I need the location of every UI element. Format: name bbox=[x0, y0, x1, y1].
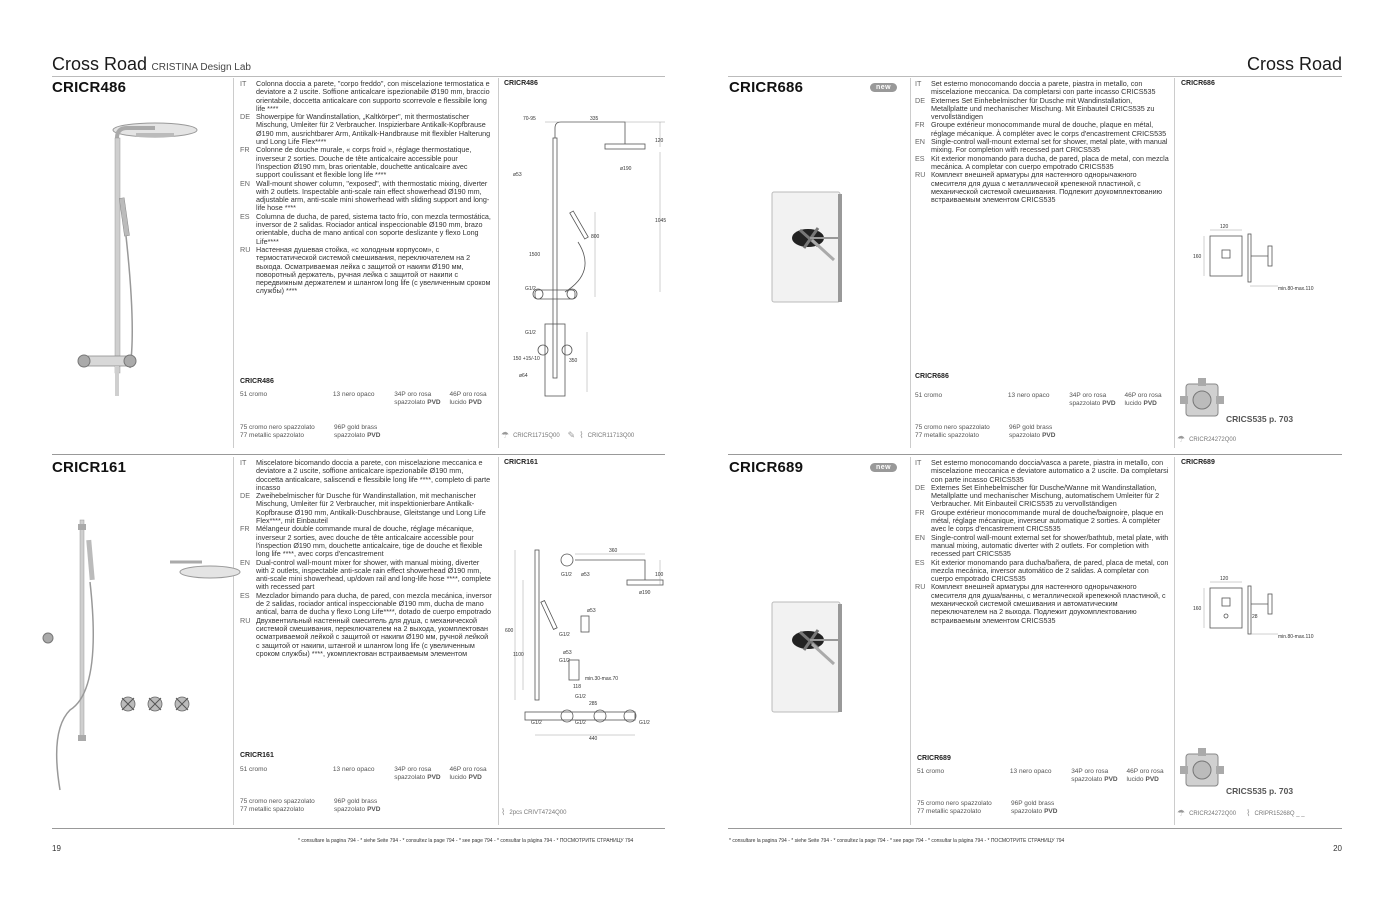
dim-label: 285 bbox=[589, 701, 598, 707]
language-code: DE bbox=[240, 112, 250, 122]
finish-line: 75 cromo nero spazzolato bbox=[917, 800, 992, 807]
right-header-rule bbox=[728, 76, 1342, 77]
finish-name: cromo bbox=[249, 391, 268, 398]
finish-line: 75 cromo nero spazzolato bbox=[915, 424, 990, 431]
finishes-row bbox=[917, 768, 1172, 783]
finish-option[interactable] bbox=[450, 766, 495, 781]
description-text: Комплект внешней арматуры для настенного однорычажного смесителя для душа с металлической крепежной пластиной, с механической системой смешивания. Подлежит доукомплектованию встраиваемым элементом CRICS535 bbox=[931, 170, 1163, 205]
finish-option[interactable] bbox=[450, 391, 495, 406]
col-sep bbox=[233, 457, 234, 825]
finishes-row bbox=[240, 766, 495, 781]
dim-label: G1/2 bbox=[575, 720, 586, 726]
description-row bbox=[915, 459, 1170, 484]
description-text: Настенная душевая стойка, «с холодным корпусом», с термостатической системой смешивания, переключателем на 2 выхода. Осматриваемая лейка с защитой от накипи Ø190 мм, поворотный держатель, ручная лейка с защитой от накипи с передвижным держателем и шлангом long life (с увеличенным сроком службы) **** bbox=[256, 244, 491, 296]
mixer-plate-image bbox=[770, 600, 850, 715]
description-text: Externes Set Einhebelmischer für Dusche mit Wandinstallation, Metallplatte und mechanischer Mischung. Mit Einbauteil CRICS535 zu vervollständigen bbox=[931, 95, 1155, 122]
finish-line: spazzolato bbox=[1009, 431, 1041, 439]
finish-code-num: 13 bbox=[1009, 768, 1018, 775]
dim-label: ø190 bbox=[620, 166, 632, 172]
left-header-subtitle: CRISTINA Design Lab bbox=[151, 62, 251, 73]
language-code: RU bbox=[240, 244, 251, 254]
language-code: IT bbox=[915, 79, 922, 88]
dim-label: ø64 bbox=[519, 373, 528, 379]
finish-name: oro rosa lucido bbox=[449, 391, 487, 406]
dim-label: 120 bbox=[1220, 576, 1229, 582]
description-text: Groupe extérieur monocommande mural de douche/baignoire, plaque en métal, réglage mécanique, inverseur automatique 2 sorties. À compléter avec le corps d'encastrement CRICS535 bbox=[931, 507, 1164, 534]
finish-line: 96P gold brass bbox=[334, 424, 378, 431]
finish-line: 75 cromo nero spazzolato bbox=[240, 798, 315, 805]
finish-code: CRICR486 bbox=[240, 378, 274, 385]
finish-option[interactable] bbox=[333, 391, 394, 406]
pvd-label: PVD bbox=[468, 398, 482, 406]
finish-code: CRICR686 bbox=[915, 373, 949, 380]
finish-name: oro rosa spazzolato bbox=[1071, 768, 1109, 783]
description-row bbox=[240, 113, 492, 146]
description-row bbox=[240, 617, 492, 658]
col-sep bbox=[1174, 78, 1175, 448]
finish-code-num: 13 bbox=[332, 766, 341, 773]
description-text: Mezclador bimando para ducha, de pared, con mezcla mecánica, inversor de 2 salidas, rociador antical inspeccionable Ø190 mm, ducha de mano antical, barra de ducha y flexo Long Life****, dotado de cuerpo empotrado bbox=[256, 590, 492, 617]
description-row bbox=[240, 459, 492, 492]
finish-option[interactable] bbox=[240, 424, 334, 439]
description-text: Groupe extérieur monocommande mural de douche, plaque en métal, réglage mécanique. À compléter avec le corps d'encastrement CRICS535 bbox=[931, 120, 1167, 138]
finish-code-num: 46P bbox=[1124, 392, 1136, 399]
finish-name: oro rosa spazzolato bbox=[394, 766, 432, 781]
finish-code-num: 51 bbox=[240, 391, 248, 398]
language-code: FR bbox=[915, 507, 925, 517]
description-row bbox=[915, 80, 1170, 97]
product-code: CRICR161 bbox=[52, 459, 127, 476]
language-code: EN bbox=[240, 178, 250, 188]
dim-label: 800 bbox=[591, 234, 600, 240]
col-sep bbox=[498, 457, 499, 825]
language-code: ES bbox=[915, 153, 925, 163]
language-code: DE bbox=[915, 482, 925, 492]
description-row bbox=[915, 559, 1170, 584]
description-text: Single-control wall-mount external set for shower/bathtub, metal plate, with manual mixing, automatic diverter with 2 outlets. For completion with recessed part CRICS535 bbox=[931, 532, 1169, 559]
dim-label: ø53 bbox=[563, 650, 572, 656]
accessories bbox=[501, 807, 566, 818]
description-text: Colonna doccia a parete, "corpo freddo", con miscelazione termostatica e deviatore a 2 uscite. Soffione anticalcare ispezionabile Ø190 mm, braccio orientabile, doccetta anticalcare con supporto scorrevole e flessibile long life **** bbox=[256, 79, 490, 113]
left-header bbox=[52, 54, 251, 75]
language-code: EN bbox=[915, 532, 925, 542]
product-description bbox=[240, 80, 492, 296]
finishes-row bbox=[915, 424, 1170, 439]
description-text: Комплект внешней арматуры для настенного однорычажного смесителя для душа/ванны, с металлической крепежной пластиной, с механической системой смешивания и автоматическим переключателем на 2 выхода. Подлежит доукомплектованию встраиваемым элементом CRICS535 bbox=[931, 582, 1166, 625]
description-text: Mélangeur double commande mural de douche, réglage mécanique, inverseur 2 sorties, avec douche de tête anticalcaire accessible pour l'inspection Ø190 mm, douchette anticalcaire, tige de douche et flexible long life ****, avec corps d'encastrement bbox=[256, 524, 483, 559]
description-row bbox=[915, 121, 1170, 138]
description-row bbox=[240, 213, 492, 246]
description-text: Dual-control wall-mount mixer for shower, with manual mixing, diverter with 2 outlets, inspectable anti-scale rain effect showerhead Ø190 mm, anti-scale mini showerhead, up/down rail and long-life hose ****, complete with recessed part bbox=[256, 557, 491, 592]
pvd-label: PVD bbox=[427, 398, 441, 406]
shower-icon: ☂ bbox=[1177, 808, 1186, 818]
language-code: RU bbox=[915, 582, 926, 592]
finish-code-num: 46P bbox=[449, 391, 461, 398]
finish-option[interactable] bbox=[394, 391, 449, 406]
language-code: IT bbox=[240, 79, 247, 88]
shower-column-image bbox=[70, 108, 220, 418]
finish-option[interactable] bbox=[1008, 392, 1069, 407]
dim-label: 160 bbox=[1193, 254, 1202, 260]
pvd-label: PVD bbox=[427, 773, 441, 781]
pvd-label: PVD bbox=[1042, 431, 1056, 439]
finish-name: nero opaco bbox=[1018, 768, 1052, 775]
shower-set-image bbox=[30, 490, 225, 810]
description-row bbox=[240, 592, 492, 617]
dim-label: G1/2 bbox=[525, 286, 536, 292]
finish-option[interactable] bbox=[240, 798, 334, 813]
accessory-code: CRICR24272Q00 bbox=[1189, 810, 1237, 817]
finish-line: 96P gold brass bbox=[1011, 800, 1055, 807]
diagram-code: CRICR689 bbox=[1181, 459, 1215, 466]
accessories bbox=[1177, 808, 1305, 819]
recessed-part-ref[interactable]: CRICS535 p. 703 bbox=[1226, 786, 1294, 796]
language-code: RU bbox=[240, 615, 251, 625]
technical-drawing-686 bbox=[1190, 220, 1330, 300]
finish-line: 75 cromo nero spazzolato bbox=[240, 424, 315, 431]
finish-code-num: 46P bbox=[449, 766, 461, 773]
finish-line: 77 metallic spazzolato bbox=[915, 431, 979, 439]
mixer-plate-image bbox=[770, 190, 850, 305]
shower-icon: ☂ bbox=[1177, 434, 1186, 444]
finish-code: CRICR689 bbox=[917, 755, 951, 762]
finish-code-num: 51 bbox=[915, 392, 923, 399]
diagram-code: CRICR161 bbox=[504, 459, 538, 466]
finish-option[interactable] bbox=[1009, 424, 1129, 439]
pvd-label: PVD bbox=[1145, 775, 1159, 783]
description-row bbox=[240, 80, 492, 113]
finish-name: oro rosa lucido bbox=[1124, 392, 1162, 407]
shower-icon: ☂ bbox=[501, 430, 510, 440]
diagram-code: CRICR486 bbox=[504, 80, 538, 87]
description-row bbox=[240, 525, 492, 558]
description-text: Miscelatore bicomando doccia a parete, con miscelazione meccanica e deviatore a 2 uscite, soffione anticalcare ispezionabile Ø190 mm, doccetta anticalcare, saliscendi e flessibile long life ****, completo di parte incasso bbox=[256, 458, 491, 492]
finish-option[interactable] bbox=[333, 766, 394, 781]
description-text: Kit exterior monomando para ducha/bañera, de pared, placa de metal, con mezcla mecánica, inversor automático de 2 salidas. A completar con cuerpo empotrado CRICS535 bbox=[931, 557, 1169, 584]
finish-code-num: 34P bbox=[1071, 768, 1083, 775]
product-description bbox=[240, 459, 492, 658]
left-header-title: Cross Road bbox=[52, 54, 148, 74]
footnote-left: * consultare la pagina 794 - * siehe Seite 794 - * consultez la page 794 - * see page 794 - * consultar la página 794 - * ПОСМОТРИТЕ СТРАНИЦУ 794 bbox=[298, 838, 634, 844]
language-code: DE bbox=[915, 95, 925, 105]
finish-option[interactable] bbox=[240, 766, 333, 781]
finish-option[interactable] bbox=[915, 424, 1009, 439]
accessory-code: CRIPR15268Q _ _ bbox=[1254, 810, 1305, 817]
language-code: ES bbox=[240, 211, 250, 221]
description-row bbox=[240, 492, 492, 525]
finish-name: cromo bbox=[924, 392, 943, 399]
dim-label: 150 +15/-10 bbox=[513, 356, 540, 362]
dim-label: 1045 bbox=[655, 218, 667, 224]
diagram-code: CRICR686 bbox=[1181, 80, 1215, 87]
dim-label: 120 bbox=[1220, 224, 1229, 230]
technical-drawing-161 bbox=[505, 540, 665, 740]
finish-option[interactable] bbox=[394, 766, 449, 781]
footer-rule bbox=[728, 828, 1342, 829]
nozzle-icon: ⌇ bbox=[579, 430, 584, 440]
col-sep bbox=[233, 78, 234, 448]
finish-option[interactable] bbox=[334, 798, 454, 813]
description-row bbox=[240, 180, 492, 213]
accessory-code: CRICR24272Q00 bbox=[1189, 436, 1237, 443]
finish-option[interactable] bbox=[1010, 768, 1071, 783]
finish-option[interactable] bbox=[917, 800, 1011, 815]
dim-label: G1/2 bbox=[531, 720, 542, 726]
finish-line: spazzolato bbox=[334, 431, 366, 439]
pvd-label: PVD bbox=[1143, 399, 1157, 407]
description-text: Set esterno monocomando doccia a parete, piastra in metallo, con miscelazione meccanica. Da completarsi con parte incasso CRICS535 bbox=[931, 79, 1156, 97]
finish-code-num: 46P bbox=[1126, 768, 1138, 775]
finish-line: 77 metallic spazzolato bbox=[240, 431, 304, 439]
description-text: Single-control wall-mount external set for shower, metal plate, with manual mixing. For completion with recessed part CRICS535 bbox=[931, 137, 1168, 155]
product-code: CRICR486 bbox=[52, 79, 127, 96]
dim-label: 335 bbox=[590, 116, 599, 122]
finish-code: CRICR161 bbox=[240, 752, 274, 759]
dim-label: ø53 bbox=[587, 608, 596, 614]
dim-label: ø53 bbox=[581, 572, 590, 578]
finish-option[interactable] bbox=[334, 424, 454, 439]
dim-label: G1/2 bbox=[575, 694, 586, 700]
section-divider bbox=[728, 454, 1342, 455]
finish-name: nero opaco bbox=[341, 391, 375, 398]
col-sep bbox=[1174, 457, 1175, 825]
dim-label: G1/2 bbox=[561, 572, 572, 578]
nozzle-icon: ⌇ bbox=[1246, 808, 1251, 818]
description-row bbox=[240, 559, 492, 592]
language-code: FR bbox=[915, 120, 925, 130]
description-text: Wall-mount shower column, "exposed", with thermostatic mixing, diverter with 2 outlets. Inspectable anti-scale rain effect showerhead Ø190 mm, adjustable arm, anti-scale mini showerhead with sliding support and long-life hose **** bbox=[256, 178, 490, 213]
product-description bbox=[915, 80, 1170, 204]
dim-label: 360 bbox=[609, 548, 618, 554]
col-sep bbox=[910, 457, 911, 825]
finish-name: oro rosa lucido bbox=[449, 766, 487, 781]
nozzle-icon: ⌇ bbox=[501, 807, 506, 817]
dim-label: G1/2 bbox=[559, 632, 570, 638]
finish-option[interactable] bbox=[1071, 768, 1126, 783]
description-row bbox=[915, 171, 1170, 204]
description-row bbox=[915, 509, 1170, 534]
footnote-right: * consultare la pagina 794 - * siehe Seite 794 - * consultez la page 794 - * see page 794 - * consultar la página 794 - * ПОСМОТРИТЕ СТРАНИЦУ 794 bbox=[729, 838, 1065, 844]
pvd-label: PVD bbox=[1104, 775, 1118, 783]
description-text: Externes Set Einhebelmischer für Dusche/Wanne mit Wandinstallation, Metallplatte und mechanischer Mischung, automatischem Umleiter für 2 Verbraucher. Mit Einbauteil CRICS535 zu vervollständigen bbox=[931, 482, 1160, 509]
finish-code-num: 34P bbox=[1069, 392, 1081, 399]
language-code: IT bbox=[915, 458, 922, 467]
description-text: Zweihebelmischer für Dusche für Wandinstallation, mit mechanischer Mischung, Umleiter für 2 Verbraucher, mit inspektionierbare Antikalk-Kopfbrause Ø190 mm, Antikalk-Duschbrause, Gleitstange und Long Life Flex****, mit Einbauteil bbox=[256, 491, 486, 526]
recessed-part-image bbox=[1180, 748, 1224, 792]
language-code: EN bbox=[915, 137, 925, 147]
finish-code-num: 13 bbox=[332, 391, 341, 398]
language-code: FR bbox=[240, 145, 250, 155]
accessory-code: CRICR11715Q00 bbox=[513, 432, 560, 439]
finish-name: nero opaco bbox=[341, 766, 375, 773]
dim-label: 350 bbox=[569, 358, 578, 364]
technical-drawing-486 bbox=[505, 92, 665, 422]
language-code: DE bbox=[240, 491, 250, 501]
accessory-code: CRICR11713Q00 bbox=[587, 432, 635, 439]
accessories bbox=[501, 430, 634, 441]
finish-option[interactable] bbox=[1127, 768, 1172, 783]
accessories bbox=[1177, 434, 1236, 445]
finish-line: spazzolato bbox=[334, 805, 366, 813]
dim-label: 1100 bbox=[513, 652, 524, 658]
pvd-label: PVD bbox=[367, 805, 381, 813]
finish-name: nero opaco bbox=[1016, 392, 1050, 399]
pvd-label: PVD bbox=[367, 431, 381, 439]
description-row bbox=[915, 155, 1170, 172]
page-number-left: 19 bbox=[52, 844, 61, 853]
dim-label: 160 bbox=[1193, 606, 1202, 612]
dim-label: min.30-max.70 bbox=[585, 676, 619, 682]
finish-name: oro rosa spazzolato bbox=[1069, 392, 1107, 407]
finish-option[interactable] bbox=[1069, 392, 1124, 407]
description-text: Двухвентильный настенный смеситель для душа, с механической системой смешивания, переключателем на 2 выхода, укомплектован осматриваемой лейкой с защитой от накипи Ø190 мм, ручной лейкой с защитой от накипи, штангой и шлангом long life (с увеличенным сроком службы) ****, укомплектован встраиваемым элементом bbox=[256, 615, 489, 658]
product-code: CRICR689 bbox=[729, 459, 804, 476]
language-code: ES bbox=[240, 590, 250, 600]
finish-option[interactable] bbox=[915, 392, 1008, 407]
dim-label: 70-95 bbox=[523, 116, 536, 122]
new-badge: new bbox=[870, 463, 897, 472]
finishes-row bbox=[915, 392, 1170, 407]
description-row bbox=[915, 138, 1170, 155]
finish-line: 77 metallic spazzolato bbox=[240, 805, 304, 813]
section-divider bbox=[52, 454, 665, 455]
recessed-part-ref[interactable]: CRICS535 p. 703 bbox=[1226, 414, 1294, 424]
description-row bbox=[240, 146, 492, 179]
finish-line: 77 metallic spazzolato bbox=[917, 807, 981, 815]
description-row bbox=[915, 583, 1170, 624]
finish-code-num: 34P bbox=[394, 391, 406, 398]
description-text: Kit exterior monomando para ducha, de pared, placa de metal, con mezcla mecánica. A completar con cuerpo empotrado CRICS535 bbox=[931, 153, 1169, 171]
description-row bbox=[240, 246, 492, 296]
accessory-code: 2pcs CRIVT4724Q00 bbox=[509, 809, 567, 816]
language-code: RU bbox=[915, 170, 926, 180]
description-text: Set esterno monocomando doccia/vasca a parete, piastra in metallo, con miscelazione meccanica e deviatore automatico a 2 uscite. Da completarsi con parte incasso CRICS535 bbox=[931, 458, 1169, 484]
dim-label: G1/2 bbox=[639, 720, 650, 726]
finish-code-num: 51 bbox=[917, 768, 925, 775]
hand-shower-icon: ✎ bbox=[567, 430, 576, 440]
finish-line: 96P gold brass bbox=[1009, 424, 1053, 431]
dim-label: 118 bbox=[573, 684, 581, 690]
finish-name: oro rosa lucido bbox=[1126, 768, 1164, 783]
right-header-title: Cross Road bbox=[1246, 54, 1342, 74]
technical-drawing-689 bbox=[1190, 572, 1330, 652]
description-row bbox=[915, 484, 1170, 509]
description-row bbox=[915, 534, 1170, 559]
page-number-right: 20 bbox=[1333, 844, 1342, 853]
description-text: Columna de ducha, de pared, sistema tacto frío, con mezcla termostática, inversor de 2 salidas. Rociador antical inspeccionable Ø190 mm, brazo orientable, ducha de mano antical con soporte deslizante y flexo Long Life**** bbox=[256, 211, 491, 246]
pvd-label: PVD bbox=[1044, 807, 1058, 815]
finish-code-num: 51 bbox=[240, 766, 248, 773]
finishes-row bbox=[917, 800, 1172, 815]
col-sep bbox=[498, 78, 499, 448]
dim-label: G1/2 bbox=[525, 330, 536, 336]
finish-option[interactable] bbox=[1125, 392, 1170, 407]
finish-name: cromo bbox=[249, 766, 268, 773]
finish-option[interactable] bbox=[1011, 800, 1131, 815]
col-sep bbox=[910, 78, 911, 448]
dim-label: 28 bbox=[1252, 614, 1258, 620]
finish-name: cromo bbox=[926, 768, 945, 775]
finishes-row bbox=[240, 798, 495, 813]
pvd-label: PVD bbox=[1102, 399, 1116, 407]
finish-line: spazzolato bbox=[1011, 807, 1043, 815]
description-text: Colonne de douche murale, « corps froid », réglage thermostatique, inverseur 2 sorties. Douche de tête anticalcaire accessible pour l'inspection Ø190 mm, bras orientable, douchette anticalcaire avec support coulissant et flexible long life **** bbox=[256, 145, 472, 180]
product-description bbox=[915, 459, 1170, 625]
description-row bbox=[915, 97, 1170, 122]
finish-option[interactable] bbox=[917, 768, 1010, 783]
dim-label: 1500 bbox=[529, 252, 541, 258]
new-badge: new bbox=[870, 83, 897, 92]
finish-code-num: 13 bbox=[1007, 392, 1016, 399]
description-text: Showerpipe für Wandinstallation, „Kaltkörper", mit thermostatischer Mischung, Umleiter für 2 Verbraucher. Inspizierbare Antikalk-Kopfbrause Ø190 mm, ausrichtbarer Arm, Antikalk-Handbrause mit flexibler Halterung und Long Life Flex**** bbox=[256, 112, 491, 147]
language-code: EN bbox=[240, 557, 250, 567]
dim-label: ø53 bbox=[513, 172, 522, 178]
language-code: IT bbox=[240, 458, 247, 467]
dim-label: ø190 bbox=[639, 590, 651, 596]
product-code: CRICR686 bbox=[729, 79, 804, 96]
finish-code-num: 34P bbox=[394, 766, 406, 773]
language-code: ES bbox=[915, 557, 925, 567]
finishes-row bbox=[240, 424, 495, 439]
finish-name: oro rosa spazzolato bbox=[394, 391, 432, 406]
dim-label: 440 bbox=[589, 736, 598, 742]
left-header-rule bbox=[52, 76, 665, 77]
finish-option[interactable] bbox=[240, 391, 333, 406]
dim-label: G1/2 bbox=[559, 658, 570, 664]
recessed-part-image bbox=[1180, 378, 1224, 422]
finish-line: 96P gold brass bbox=[334, 798, 378, 805]
footer-rule bbox=[52, 828, 665, 829]
dim-label: min.80-max.110 bbox=[1278, 634, 1314, 640]
language-code: FR bbox=[240, 524, 250, 534]
dim-label: min.80-max.110 bbox=[1278, 286, 1314, 292]
pvd-label: PVD bbox=[468, 773, 482, 781]
finishes-row bbox=[240, 391, 495, 406]
dim-label: 600 bbox=[505, 628, 514, 634]
dim-label: 120 bbox=[655, 138, 664, 144]
dim-label: 100 bbox=[655, 572, 664, 578]
